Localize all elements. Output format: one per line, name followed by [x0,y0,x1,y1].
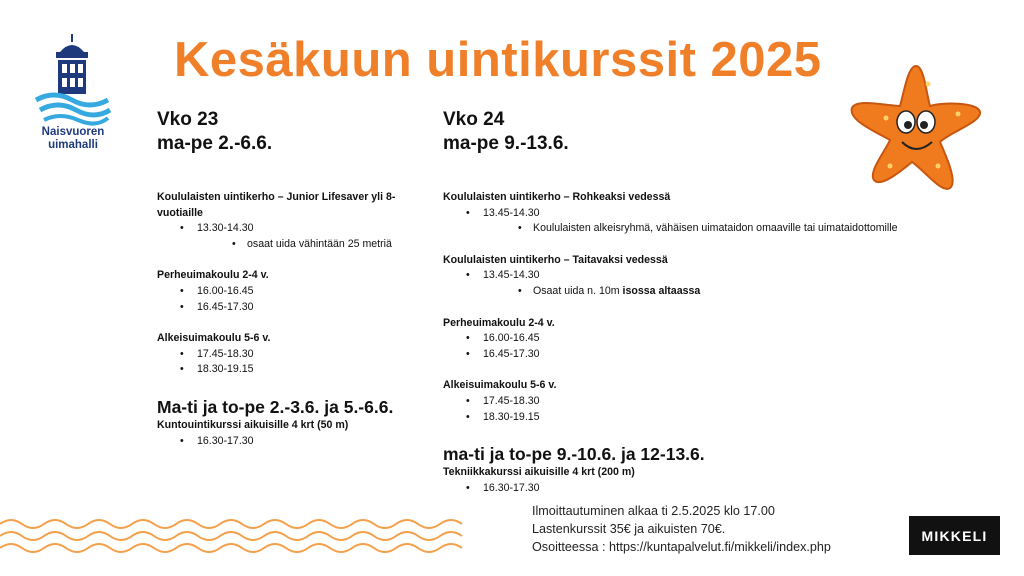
time-slot: • 13.30-14.30 [157,221,427,237]
course-title: Koululaisten uintikerho – Taitavaksi vedessä [443,253,668,266]
course-title: Alkeisuimakoulu 5-6 v. [443,379,557,392]
time-slot: • 16.45-17.30 [157,300,427,316]
course-note: • osaat uida vähintään 25 metriä [157,237,427,253]
logo-line1: Naisvuoren [41,126,105,138]
week24-dates: ma-pe 9.-13.6. [443,133,569,154]
wave-decoration-icon [0,514,470,554]
course-note [443,284,1003,300]
time-slot: • 16.00-16.45 [157,284,427,300]
course-title: Koululaisten uintikerho – Junior Lifesaver yli 8-vuotiaille [157,191,396,219]
page-title: Kesäkuun uintikurssit 2025 [174,33,822,87]
course-title: Perheuimakoulu 2-4 v. [443,316,555,329]
time-slot: • 16.00-16.45 [443,331,1003,347]
time-slot: • 16.45-17.30 [443,347,1003,363]
time-slot: • 17.45-18.30 [443,394,1003,410]
week23-column [157,108,427,449]
course-note-text: Osaat uida n. 10m [533,284,623,297]
course-note-emphasis: isossa altaassa [622,284,701,297]
price-info: Lastenkurssit 35€ ja aikuisten 70€. [532,522,726,536]
course-title: Alkeisuimakoulu 5-6 v. [157,332,271,345]
course-title: Perheuimakoulu 2-4 v. [157,269,269,282]
time-slot: • 18.30-19.15 [157,362,427,378]
logo-text [32,126,114,152]
week23-label: Vko 23 [157,109,219,130]
time-slot: • 13.45-14.30 [443,206,1003,222]
registration-url[interactable]: Osoitteessa : https://kuntapalvelut.fi/mikkeli/index.php [532,540,831,554]
time-slot: • 18.30-19.15 [443,410,1003,426]
registration-start: Ilmoittautuminen alkaa ti 2.5.2025 klo 17.00 [532,504,775,518]
logo-line2: uimahalli [48,139,98,151]
adult-course-title: Tekniikkakurssi aikuisille 4 krt (200 m) [443,466,635,479]
adult-course-dates: Ma-ti ja to-pe 2.-3.6. ja 5.-6.6. [157,396,394,417]
time-slot: • 16.30-17.30 [157,434,427,450]
week23-dates: ma-pe 2.-6.6. [157,133,273,154]
mikkeli-logo: MIKKELI [909,516,1000,555]
week24-column [443,108,1003,496]
course-note: • Koululaisten alkeisryhmä, vähäisen uimataidon omaaville tai uimataidottomille [443,221,1003,237]
time-slot: • 17.45-18.30 [157,347,427,363]
course-title: Koululaisten uintikerho – Rohkeaksi vedessä [443,191,671,203]
adult-course-dates: ma-ti ja to-pe 9.-10.6. ja 12-13.6. [443,444,705,465]
adult-course-title: Kuntouintikurssi aikuisille 4 krt (50 m) [157,418,349,431]
time-slot: • 16.30-17.30 [443,481,1003,497]
registration-info [532,502,831,556]
uimahalli-logo-icon [30,34,122,126]
time-slot: • 13.45-14.30 [443,268,1003,284]
week24-label: Vko 24 [443,109,505,130]
